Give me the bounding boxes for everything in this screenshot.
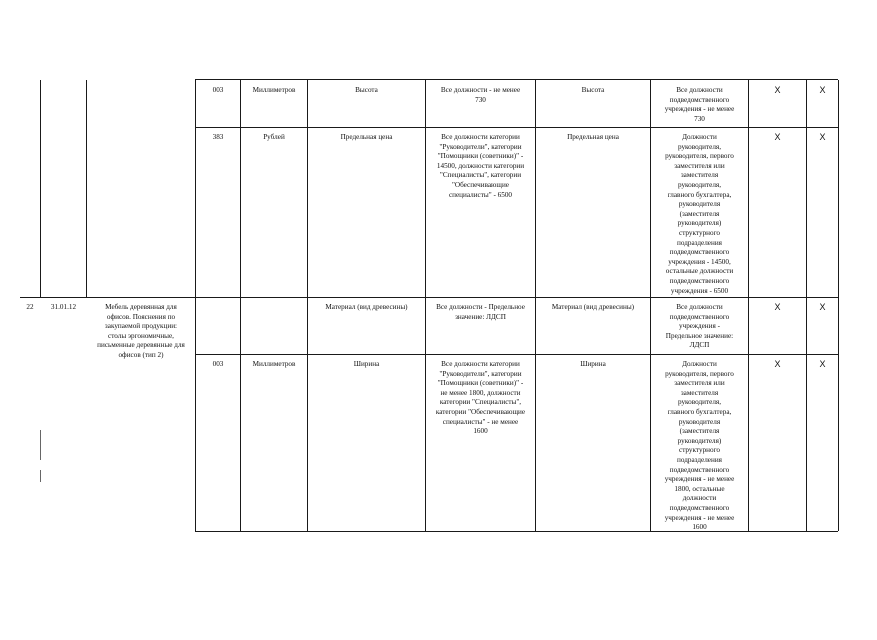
x-mark: X [774, 303, 781, 312]
column-divider [806, 80, 807, 297]
row-divider [20, 297, 838, 298]
characteristic-cell: Материал (вид древесины) [325, 303, 408, 311]
code-cell: 383 [212, 133, 224, 141]
item-name: Мебель деревянная для офисов. Пояснения по закупаемой продукции: столы эргономичные, письменные деревянные для офисов (тип 2) [97, 303, 185, 359]
value-cell: Все должности подведомственного учреждения - не менее 730 [664, 86, 735, 123]
item-number: 22 [26, 303, 34, 311]
characteristic-cell: Предельная цена [567, 133, 619, 141]
unit-cell: Миллиметров [252, 86, 296, 94]
x-mark: X [774, 133, 781, 142]
column-divider [240, 80, 241, 297]
row-divider [195, 354, 838, 355]
column-divider [535, 297, 536, 531]
x-mark: X [774, 86, 781, 95]
column-divider [838, 80, 839, 297]
column-divider [240, 297, 241, 531]
column-divider [195, 297, 196, 531]
row-divider [195, 127, 838, 128]
unit-cell: Рублей [263, 133, 285, 141]
value-cell: Все должности категории "Руководители", категории "Помощники (советники)" - не менее 1800, должности категории "Специалисты", категории "Обеспечивающие специалисты" - не менее 1600 [435, 360, 526, 436]
x-mark: X [819, 86, 826, 95]
scan-mark [40, 470, 41, 482]
code-cell: 003 [212, 360, 224, 368]
characteristic-cell: Ширина [580, 360, 606, 368]
x-mark: X [819, 133, 826, 142]
value-cell: Все должности категории "Руководители", категории "Помощники (советники)" - 14500, должности категории "Специалисты", категории "Обеспечивающие специалисты" - 6500 [436, 133, 525, 199]
column-divider [748, 80, 749, 297]
characteristic-cell: Предельная цена [340, 133, 393, 141]
value-cell: Все должности подведомственного учреждения - Предельное значение: ЛДСП [665, 303, 734, 350]
characteristic-cell: Материал (вид древесины) [551, 303, 635, 311]
unit-cell: Миллиметров [252, 360, 296, 368]
column-divider [195, 80, 196, 297]
x-mark: X [819, 303, 826, 312]
okpd-code: 31.01.12 [50, 303, 77, 311]
column-divider [535, 80, 536, 297]
column-divider [838, 297, 839, 531]
column-divider [86, 80, 87, 297]
code-cell: 003 [212, 86, 224, 94]
value-cell: Все должности - Предельное значение: ЛДСП [436, 303, 525, 321]
column-divider [307, 80, 308, 297]
x-mark: X [774, 360, 781, 369]
value-cell: Должности руководителя, первого заместителя или заместителя руководителя, главного бухгалтера, руководителя (заместителя руководителя) структурного подразделения подведомственного учреждения - не менее 1800, остальные должности подведомственного учреждения - не менее 1600 [664, 360, 735, 532]
row-divider [195, 79, 838, 80]
column-divider [806, 297, 807, 531]
characteristic-cell: Высота [355, 86, 378, 94]
characteristic-cell: Высота [581, 86, 605, 94]
scan-mark [40, 430, 41, 460]
value-cell: Должности руководителя, руководителя, первого заместителя или заместителя руководителя, главного бухгалтера, руководителя (заместителя руководителя) структурного подразделения подведомственного учреждения - 14500, остальные должности подведомственного учреждения - 6500 [665, 133, 734, 295]
x-mark: X [819, 360, 826, 369]
value-cell: Все должности - не менее 730 [440, 86, 521, 104]
column-divider [40, 80, 41, 297]
column-divider [307, 297, 308, 531]
characteristic-cell: Ширина [353, 360, 380, 368]
column-divider [748, 297, 749, 531]
